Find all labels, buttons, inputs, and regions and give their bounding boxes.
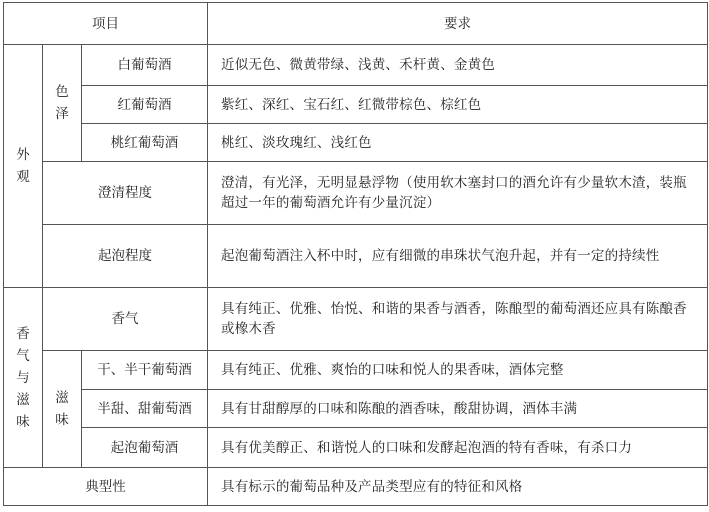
requirement-rose-color: 桃红、淡玫瑰红、浅红色 — [208, 124, 708, 162]
requirement-sweet-taste: 具有甘甜醇厚的口味和陈酿的酒香味，酸甜协调，酒体丰满 — [208, 390, 708, 428]
wine-type-sweet: 半甜、甜葡萄酒 — [82, 390, 208, 428]
subcategory-aroma: 香气 — [43, 288, 208, 351]
wine-sensory-requirements-table — [3, 2, 708, 506]
subcategory-color — [43, 45, 82, 162]
wine-type-dry: 干、半干葡萄酒 — [82, 351, 208, 390]
subcategory-color-label: 色泽 — [55, 84, 69, 122]
category-typicality: 典型性 — [4, 468, 208, 506]
table-row — [4, 45, 708, 86]
table-header-row — [4, 3, 708, 45]
requirement-clarity: 澄清，有光泽，无明显悬浮物（使用软木塞封口的酒允许有少量软木渣，装瓶超过一年的葡萄酒允许有少量沉淀） — [208, 162, 708, 225]
requirement-dry-taste: 具有纯正、优雅、爽怡的口味和悦人的果香味，酒体完整 — [208, 351, 708, 390]
wine-type-white: 白葡萄酒 — [82, 45, 208, 86]
table-row — [4, 124, 708, 162]
subcategory-clarity: 澄清程度 — [43, 162, 208, 225]
wine-type-rose: 桃红葡萄酒 — [82, 124, 208, 162]
table-row — [4, 390, 708, 428]
requirement-sparkling-taste: 具有优美醇正、和谐悦人的口味和发酵起泡酒的特有香味，有杀口力 — [208, 428, 708, 468]
requirement-white-color: 近似无色、微黄带绿、浅黄、禾杆黄、金黄色 — [208, 45, 708, 86]
subcategory-taste — [43, 351, 82, 468]
wine-type-red: 红葡萄酒 — [82, 86, 208, 124]
category-appearance — [4, 45, 43, 288]
requirement-red-color: 紫红、深红、宝石红、红微带棕色、棕红色 — [208, 86, 708, 124]
wine-type-sparkling: 起泡葡萄酒 — [82, 428, 208, 468]
table-row — [4, 86, 708, 124]
header-requirement: 要求 — [208, 3, 708, 45]
table-row — [4, 162, 708, 225]
table-row — [4, 225, 708, 288]
table-row — [4, 288, 708, 351]
requirement-foaming: 起泡葡萄酒注入杯中时，应有细微的串珠状气泡升起，并有一定的持续性 — [208, 225, 708, 288]
category-aroma-taste-label: 香气与滋味 — [16, 325, 30, 430]
table-row — [4, 351, 708, 390]
table-row — [4, 468, 708, 506]
subcategory-taste-label: 滋味 — [55, 390, 69, 428]
subcategory-foaming: 起泡程度 — [43, 225, 208, 288]
header-item: 项目 — [4, 3, 208, 45]
requirement-typicality: 具有标示的葡萄品种及产品类型应有的特征和风格 — [208, 468, 708, 506]
category-aroma-taste — [4, 288, 43, 468]
category-appearance-label: 外观 — [16, 147, 30, 185]
requirement-aroma: 具有纯正、优雅、怡悦、和谐的果香与酒香，陈酿型的葡萄酒还应具有陈酿香或橡木香 — [208, 288, 708, 351]
spec-table-container — [3, 2, 708, 506]
table-row — [4, 428, 708, 468]
